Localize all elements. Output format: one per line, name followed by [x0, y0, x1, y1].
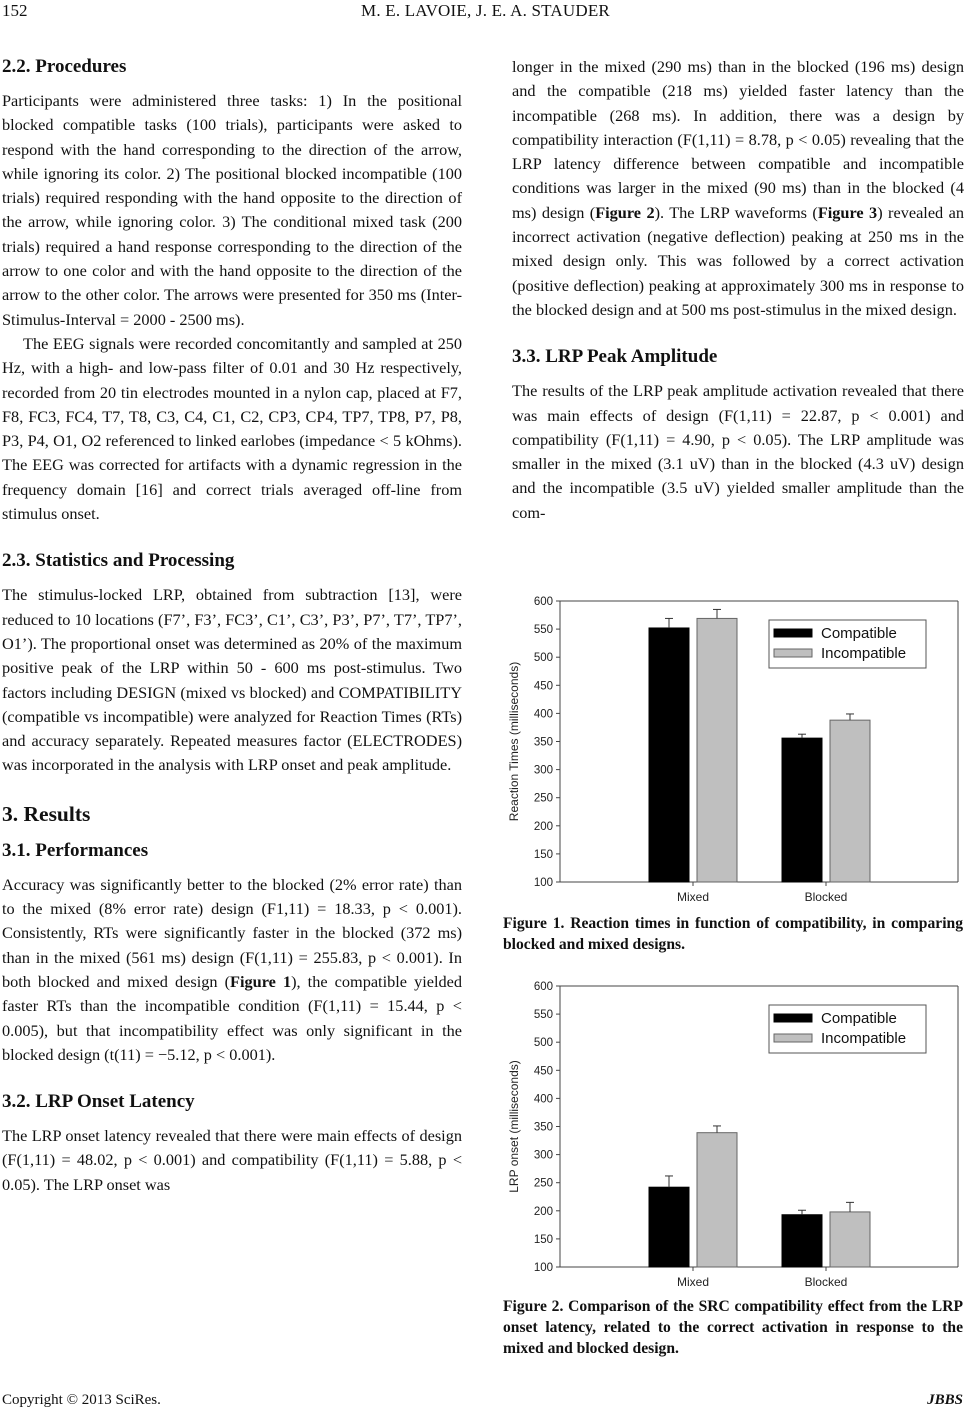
- bar-compatible-blocked: [782, 738, 822, 882]
- bar-compatible-mixed: [649, 1187, 689, 1267]
- copyright-footer: Copyright © 2013 SciRes.: [2, 1392, 161, 1408]
- figure-2-caption-box: [503, 1296, 963, 1359]
- y-tick-label: 150: [533, 1233, 553, 1246]
- section-3-1-heading: 3.1. Performances: [2, 839, 149, 861]
- x-tick-label-mixed: Mixed: [676, 1275, 710, 1289]
- legend-swatch-incompatible: [774, 649, 812, 657]
- lrp-text-b: ). The LRP waveforms (: [654, 202, 818, 222]
- x-tick-label-mixed: Mixed: [676, 890, 710, 904]
- bar-incompatible-mixed: [697, 1133, 737, 1267]
- performances-text-a: Accuracy was significantly better to the blocked (2% error rate) than to the mixed (8% error rate) design (F1,11) = 18.33, p < 0.001). Consistently, RTs were significantly faster in the blocked (372 ms) than in the mixed (561 ms) design (F(1,11) = 255.83, p < 0.001). In both blocked and mixed design (: [2, 874, 462, 991]
- y-tick-label: 450: [533, 1065, 553, 1078]
- lrp-text-c: ) revealed an incorrect activation (negative deflection) peaking at 250 ms in the mixed design only. This was followed by a correct activation (positive deflection) peaking at approximately 300 ms in response to the blocked design and at 500 ms post-stimulus in the mixed design.: [512, 202, 964, 319]
- figure-1-caption: Figure 1. Reaction times in function of compatibility, in comparing blocked and mixed designs.: [503, 915, 963, 953]
- legend-label-incompatible: Incompatible: [821, 1030, 907, 1047]
- y-tick-label: 200: [533, 1205, 553, 1218]
- figure-1-chart: [500, 585, 971, 910]
- y-tick-label: 400: [533, 708, 553, 721]
- y-tick-label: 250: [533, 1177, 553, 1190]
- section-3-heading: 3. Results: [2, 801, 91, 826]
- y-tick-label: 500: [533, 652, 553, 665]
- statistics-paragraph: The stimulus-locked LRP, obtained from subtraction [13], were reduced to 10 locations (F7’, F3’, FC3’, C1’, C3’, P3’, P7’, T7’, TP7’, O1’). The proportional onset was determined as 20% of the maximum positive peak of the LRP within 50 - 600 ms post-stimulus. Two factors including DESIGN (mixed vs blocked) and COMPATIBILITY (compatible vs incompatible) were analyzed for Reaction Times (RTs) and accuracy separately. Repeated measures factor (ELECTRODES) was incorporated in the analysis with LRP onset and peak amplitude.: [2, 585, 462, 775]
- legend-swatch-incompatible: [774, 1034, 812, 1042]
- y-axis-label: LRP onset (milliseconds): [507, 1060, 521, 1193]
- legend-swatch-compatible: [774, 629, 812, 637]
- page-number: 152: [2, 1, 28, 20]
- bar-compatible-mixed: [649, 628, 689, 882]
- journal-name: JBBS: [927, 1392, 963, 1408]
- y-tick-label: 600: [533, 981, 553, 993]
- lrp-onset-continued-paragraph: [512, 55, 964, 322]
- y-tick-label: 100: [533, 1262, 553, 1274]
- legend-swatch-compatible: [774, 1014, 812, 1022]
- y-tick-label: 300: [533, 1149, 553, 1162]
- y-tick-label: 550: [533, 1009, 553, 1022]
- x-tick-label-blocked: Blocked: [804, 1275, 848, 1289]
- running-header-authors: M. E. LAVOIE, J. E. A. STAUDER: [361, 1, 610, 20]
- bar-compatible-blocked: [782, 1215, 822, 1267]
- x-tick-label-blocked: Blocked: [804, 890, 848, 904]
- figure-3-reference[interactable]: Figure 3: [817, 202, 878, 222]
- bar-incompatible-blocked: [830, 720, 870, 882]
- performances-text-b: ), the compatible yielded faster RTs than the incompatible condition (F(1,11) = 15.44, p < 0.005), but that incompatibility effect was only significant in the blocked design (t(11) = −5.12, p < 0.001).: [2, 971, 463, 1064]
- section-3-3-heading: 3.3. LRP Peak Amplitude: [512, 346, 718, 368]
- y-tick-label: 350: [533, 1121, 553, 1134]
- figure-1-caption-box: [503, 913, 963, 955]
- bar-incompatible-blocked: [830, 1212, 870, 1267]
- peak-amplitude-paragraph: The results of the LRP peak amplitude activation revealed that there was main effects of design (F(1,11) = 22.87, p < 0.001) and compatibility (F(1,11) = 4.90, p < 0.05). The LRP amplitude was smaller in the mixed (3.1 uV) than in the blocked (4.3 uV) design and the incompatible (3.5 uV) yielded smaller amplitude than the com-: [512, 381, 964, 522]
- legend-label-compatible: Compatible: [821, 625, 897, 642]
- legend-label-compatible: Compatible: [821, 1010, 897, 1027]
- lrp-onset-paragraph: The LRP onset latency revealed that there were main effects of design (F(1,11) = 48.02, p < 0.001) and compatibility (F(1,11) = 5.88, p < 0.05). The LRP onset was: [2, 1126, 462, 1194]
- y-tick-label: 300: [533, 764, 553, 777]
- section-2-3-heading: 2.3. Statistics and Processing: [2, 550, 235, 572]
- procedures-paragraph-2: The EEG signals were recorded concomitantly and sampled at 250 Hz, with a high- and low-pass filter of 0.01 and 30 Hz respectively, recorded from 20 tin electrodes mounted in a nylon cap, placed at F7, F8, FC3, FC4, T7, T8, C3, C4, C1, C2, CP3, CP4, TP7, TP8, P7, P8, P3, P4, O1, O2 referenced to linked earlobes (impedance < 5 kOhms). The EEG was corrected for artifacts with a dynamic regression in the frequency domain [16] and correct trials averaged off-line from stimulus onset.: [2, 333, 462, 524]
- y-tick-label: 600: [533, 596, 553, 608]
- section-3-2-heading: 3.2. LRP Onset Latency: [2, 1091, 195, 1113]
- y-tick-label: 350: [533, 736, 553, 749]
- y-tick-label: 500: [533, 1037, 553, 1050]
- figure-2-caption: Figure 2. Comparison of the SRC compatibility effect from the LRP onset latency, related to the correct activation in response to the mixed and blocked design.: [503, 1298, 963, 1357]
- left-column: [2, 52, 462, 1197]
- figure-2-chart: [500, 970, 971, 1295]
- right-column: [512, 52, 964, 525]
- y-axis-label: Reaction Times (milliseconds): [507, 661, 521, 822]
- y-tick-label: 550: [533, 624, 553, 637]
- y-tick-label: 100: [533, 877, 553, 889]
- y-tick-label: 150: [533, 848, 553, 861]
- y-tick-label: 450: [533, 680, 553, 693]
- y-tick-label: 250: [533, 792, 553, 805]
- y-tick-label: 200: [533, 820, 553, 833]
- performances-paragraph: [2, 873, 462, 1067]
- section-2-2-heading: 2.2. Procedures: [2, 56, 127, 77]
- y-tick-label: 400: [533, 1093, 553, 1106]
- bar-incompatible-mixed: [697, 618, 737, 882]
- procedures-paragraph-1: Participants were administered three tasks: 1) In the positional blocked compatible tasks (100 trials), participants were asked to respond with the hand corresponding to the direction of the arrow, while ignoring its color. 2) The positional blocked incompatible (100 trials) required responding with the hand opposite to the direction of the arrow, while ignoring color. 3) The conditional mixed task (200 trials) required a hand response corresponding to the direction of the arrow to one color and with the hand opposite to the direction of the arrow to the other color. The arrows were presented for 350 ms (Inter-Stimulus-Interval = 2000 - 2500 ms).: [2, 91, 462, 329]
- lrp-text-a: longer in the mixed (290 ms) than in the blocked (196 ms) design and the compatible (218 ms) yielded faster latency than the incompatible (268 ms). In addition, there was a design by compatibility interaction (F(1,11) = 8.78, p < 0.05) revealing that the LRP latency difference between compatible and incompatible conditions was larger in the mixed (90 ms) than in the blocked (4 ms) design (: [512, 57, 964, 222]
- figure-2-reference[interactable]: Figure 2: [595, 202, 655, 222]
- figure-1-reference[interactable]: Figure 1: [230, 971, 292, 991]
- legend-label-incompatible: Incompatible: [821, 645, 907, 662]
